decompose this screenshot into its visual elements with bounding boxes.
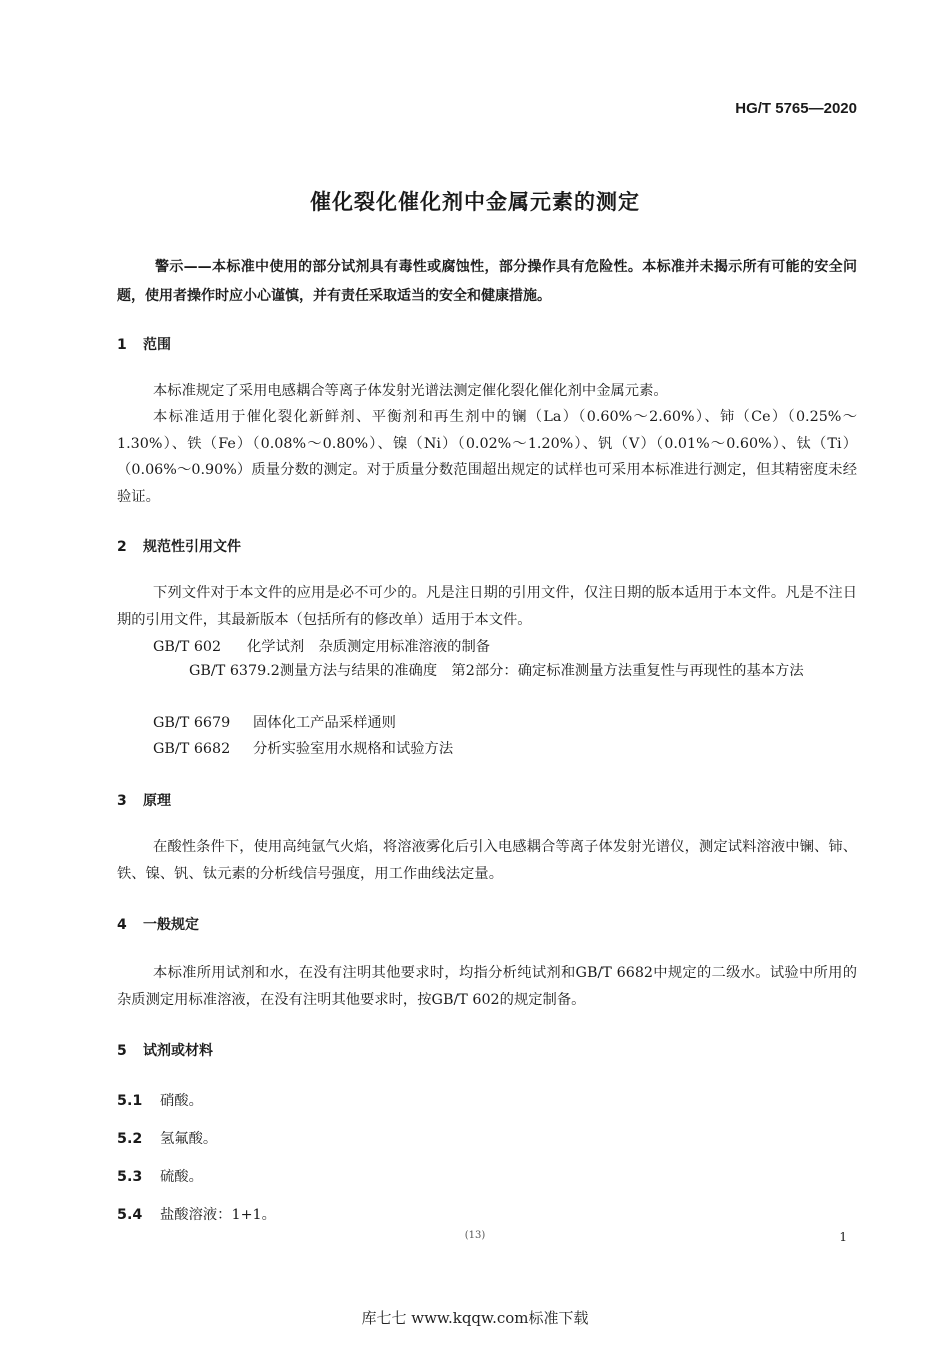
reagent-item: [117, 1090, 203, 1110]
safety-warning: 警示——本标准中使用的部分试剂具有毒性或腐蚀性，部分操作具有危险性。本标准并未揭示所有可能的安全问题，使用者操作时应小心谨慎，并有责任采取适当的安全和健康措施。: [117, 259, 857, 304]
reagent-item: [117, 1204, 276, 1224]
reference-code: GB/T 6379.2: [189, 663, 280, 679]
section-number: 4: [117, 917, 127, 933]
reference-title: 分析实验室用水规格和试验方法: [253, 741, 454, 757]
section-4-paragraph: 本标准所用试剂和水，在没有注明其他要求时，均指分析纯试剂和GB/T 6682中规定的二级水。试验中所用的杂质测定用标准溶液，在没有注明其他要求时，按GB/T 602的规定制备。: [117, 965, 857, 1008]
document-title: 催化裂化催化剂中金属元素的测定: [310, 190, 640, 214]
section-number: 2: [117, 539, 127, 555]
section-1-heading: [117, 334, 171, 354]
page-number: 1: [839, 1230, 847, 1244]
section-number: 3: [117, 793, 127, 809]
section-2-heading: [117, 536, 241, 556]
reference-item: [117, 658, 857, 685]
reference-title: 固体化工产品采样通则: [253, 715, 396, 731]
section-3-heading: [117, 790, 171, 810]
reference-code: GB/T 6679: [153, 715, 231, 731]
section-3-paragraph: 在酸性条件下，使用高纯氩气火焰，将溶液雾化后引入电感耦合等离子体发射光谱仪，测定试料溶液中镧、铈、铁、镍、钒、钛元素的分析线信号强度，用工作曲线法定量。: [117, 839, 857, 882]
item-text: 硝酸。: [160, 1093, 203, 1109]
reagent-item: [117, 1166, 203, 1186]
item-text: 氢氟酸。: [160, 1131, 218, 1147]
reference-item: [153, 636, 490, 656]
footer-sequence: (13): [464, 1230, 486, 1241]
reference-title: 测量方法与结果的准确度 第2部分：确定标准测量方法重复性与再现性的基本方法: [279, 663, 804, 679]
reference-item: [153, 712, 396, 732]
reference-title: 化学试剂 杂质测定用标准溶液的制备: [247, 639, 491, 655]
section-title: 规范性引用文件: [143, 539, 241, 555]
section-title: 范围: [143, 337, 171, 353]
section-1-paragraph-2: 本标准适用于催化裂化新鲜剂、平衡剂和再生剂中的镧（La）（0.60%～2.60%）、铈（Ce）（0.25%～1.30%）、铁（Fe）（0.08%～0.80%）、镍（Ni）（0.02%～1.20%）、钒（V）（0.01%～0.60%）、钛（Ti）（0.06%～0.90%）质量分数的测定。对于质量分数范围超出规定的试样也可采用本标准进行测定，但其精密度未经验证。: [117, 409, 857, 505]
section-2-intro: 下列文件对于本文件的应用是必不可少的。凡是注日期的引用文件，仅注日期的版本适用于本文件。凡是不注日期的引用文件，其最新版本（包括所有的修改单）适用于本文件。: [117, 585, 857, 628]
section-1-paragraph-1: 本标准规定了采用电感耦合等离子体发射光谱法测定催化裂化催化剂中金属元素。: [153, 383, 668, 399]
reference-code: GB/T 6682: [153, 741, 231, 757]
item-text: 硫酸。: [160, 1169, 203, 1185]
item-text: 盐酸溶液：1+1。: [160, 1207, 276, 1223]
section-4-heading: [117, 914, 199, 934]
reagent-item: [117, 1128, 217, 1148]
standard-code: HG/T 5765—2020: [735, 100, 857, 117]
section-title: 一般规定: [143, 917, 199, 933]
section-number: 5: [117, 1043, 127, 1059]
item-number: 5.4: [117, 1207, 143, 1223]
item-number: 5.1: [117, 1093, 143, 1109]
item-number: 5.3: [117, 1169, 143, 1185]
item-number: 5.2: [117, 1131, 143, 1147]
watermark-text: 库七七 www.kqqw.com标准下载: [361, 1309, 589, 1327]
section-5-heading: [117, 1040, 213, 1060]
section-title: 原理: [143, 793, 171, 809]
reference-item: [153, 738, 453, 758]
section-title: 试剂或材料: [143, 1043, 213, 1059]
reference-code: GB/T 602: [153, 639, 222, 655]
section-number: 1: [117, 337, 127, 353]
